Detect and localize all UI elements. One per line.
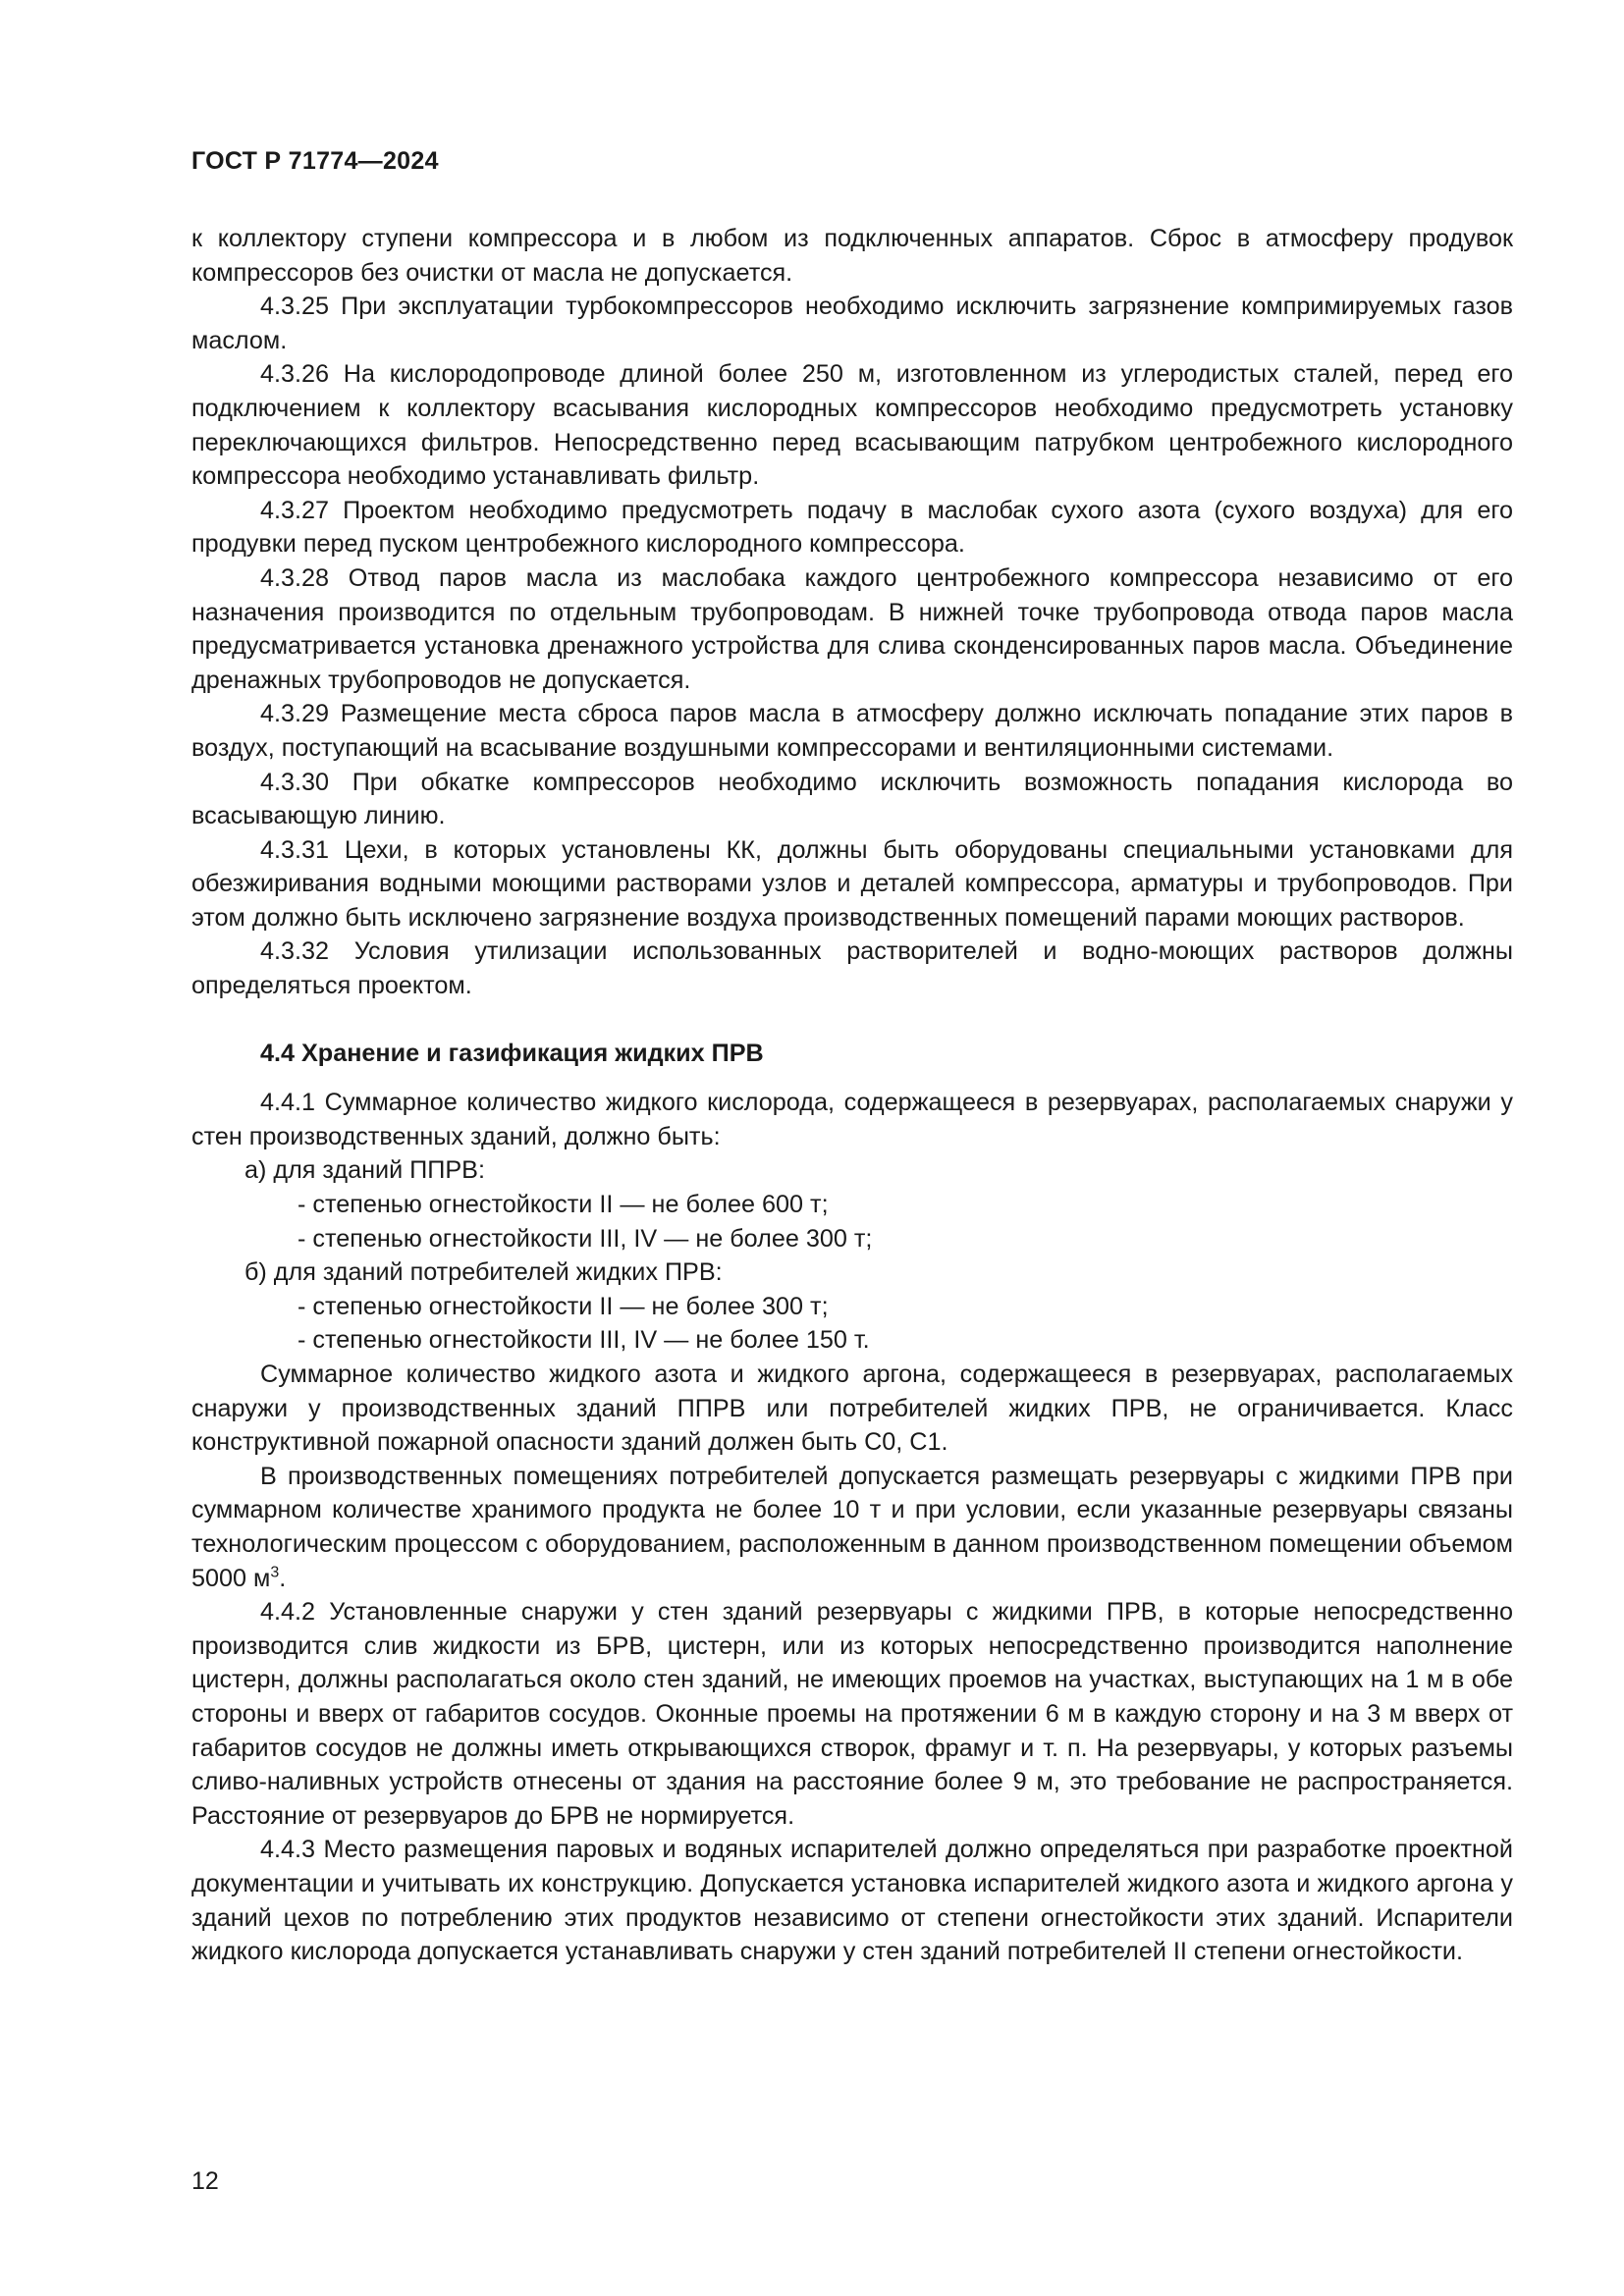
paragraph-indoor-tanks-text: В производственных помещениях потребителей допускается размещать резервуары с жидкими ПРВ при суммарном количестве хранимого продукта не более 10 т и при условии, если указанные резервуары связаны технологическим процессом с оборудованием, расположенным в данном производственном помещении объемом 5000 м (191, 1462, 1513, 1592)
paragraph-indoor-tanks (191, 1460, 1513, 1595)
paragraph-4-3-31: 4.3.31 Цехи, в которых установлены КК, должны быть оборудованы специальными установками для обезжиривания водными моющими растворами узлов и деталей компрессора, арматуры и трубопроводов. При этом должно быть исключено загрязнение воздуха производственных помещений парами моющих растворов. (191, 835, 1513, 932)
paragraph-4-3-30: 4.3.30 При обкатке компрессоров необходимо исключить возможность попадания кислорода во всасывающую линию. (191, 768, 1513, 830)
superscript-3: 3 (270, 1564, 280, 1581)
paragraph-indoor-tanks-end: . (279, 1564, 287, 1592)
paragraph-liquid-nitrogen-argon: Суммарное количество жидкого азота и жидкого аргона, содержащееся в резервуарах, располагаемых снаружи у производственных зданий ППРВ или потребителей жидких ПРВ, не ограничивается. Класс конструктивной пожарной опасности зданий должен быть С0, С1. (191, 1361, 1513, 1457)
paragraph-continuation: к коллектору ступени компрессора и в любом из подключенных аппаратов. Сброс в атмосферу продувок компрессоров без очистки от масла не допускается. (191, 225, 1513, 287)
paragraph-4-3-28: 4.3.28 Отвод паров масла из маслобака каждого центробежного компрессора независимо от его назначения производится по отдельным трубопроводам. В нижней точке трубопровода отвода паров масла предусматривается установка дренажного устройства для слива сконденсированных паров масла. Объединение дренажных трубопроводов не допускается. (191, 563, 1513, 694)
paragraph-4-3-25: 4.3.25 При эксплуатации турбокомпрессоров необходимо исключить загрязнение компримируемых газов маслом. (191, 293, 1513, 354)
paragraph-4-3-26: 4.3.26 На кислородопроводе длиной более 250 м, изготовленном из углеродистых сталей, перед его подключением к коллектору всасывания кислородных компрессоров необходимо предусмотреть установку переключающихся фильтров. Непосредственно перед всасывающим патрубком центробежного кислородного компрессора необходимо устанавливать фильтр. (191, 360, 1513, 491)
paragraph-4-4-2: 4.4.2 Установленные снаружи у стен зданий резервуары с жидкими ПРВ, в которые непосредственно производится слив жидкости из БРВ, цистерн, или из которых непосредственно производится наполнение цистерн, должны располагаться около стен зданий, не имеющих проемов на участках, выступающих на 1 м в обе стороны и вверх от габаритов сосудов. Оконные проемы на протяжении 6 м в каждую сторону и на 3 м вверх от габаритов сосудов не должны иметь открывающихся створок, фрамуг и т. п. На резервуары, у которых разъемы сливо-наливных устройств отнесены от здания на расстояние более 9 м, это требование не распространяется. Расстояние от резервуаров до БРВ не нормируется. (191, 1598, 1513, 1830)
paragraph-4-3-32: 4.3.32 Условия утилизации использованных растворителей и водно-моющих растворов должны определяться проектом. (191, 937, 1513, 1000)
list-item-b: б) для зданий потребителей жидких ПРВ: (244, 1258, 723, 1287)
document-body (191, 222, 1513, 1969)
list-item-a-1: - степенью огнестойкости II — не более 600 т; (298, 1191, 829, 1219)
page-number: 12 (191, 2167, 219, 2195)
paragraph-4-4-1: 4.4.1 Суммарное количество жидкого кислорода, содержащееся в резервуарах, располагаемых снаружи у стен производственных зданий, должно быть: (191, 1089, 1513, 1150)
list-item-a: а) для зданий ППРВ: (244, 1156, 485, 1185)
list-item-b-2: - степенью огнестойкости III, IV — не более 150 т. (298, 1326, 870, 1355)
list-item-a-2: - степенью огнестойкости III, IV — не более 300 т; (298, 1224, 873, 1253)
document-id-header: ГОСТ Р 71774—2024 (191, 147, 439, 175)
paragraph-4-4-3: 4.4.3 Место размещения паровых и водяных испарителей должно определяться при разработке проектной документации и учитывать их конструкцию. Допускается установка испарителей жидкого азота и жидкого аргона у зданий цехов по потреблению этих продуктов независимо от степени огнестойкости этих зданий. Испарители жидкого кислорода допускается устанавливать снаружи у стен зданий потребителей II степени огнестойкости. (191, 1836, 1513, 1966)
list-item-b-1: - степенью огнестойкости II — не более 300 т; (298, 1292, 829, 1320)
paragraph-4-3-27: 4.3.27 Проектом необходимо предусмотреть подачу в маслобак сухого азота (сухого воздуха) для его продувки перед пуском центробежного кислородного компрессора. (191, 496, 1513, 559)
paragraph-4-3-29: 4.3.29 Размещение места сброса паров масла в атмосферу должно исключать попадание этих паров в воздух, поступающий на всасывание воздушными компрессорами и вентиляционными системами. (191, 700, 1513, 762)
section-heading-4-4: 4.4 Хранение и газификация жидких ПРВ (260, 1039, 764, 1067)
